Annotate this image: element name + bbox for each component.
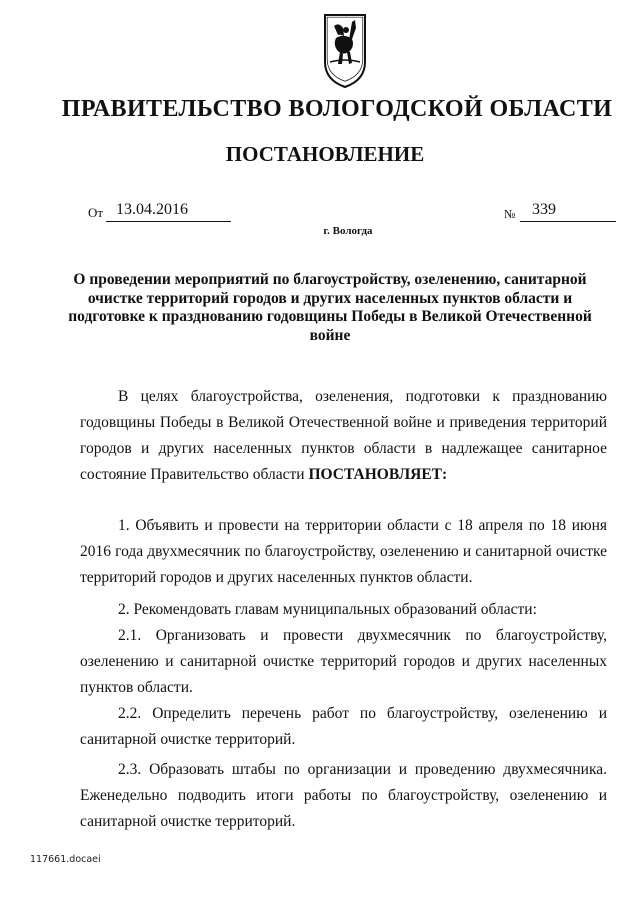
intro-paragraph — [80, 384, 607, 488]
vologda-coat-of-arms-icon — [322, 12, 368, 90]
document-subject: О проведении мероприятий по благоустройству, озеленению, санитарной очистке территорий городов и других населенных пунктов области и подготовке к празднованию годовщины Победы в Великой Отечественной войне — [68, 271, 592, 344]
document-date: 13.04.2016 — [106, 201, 231, 222]
paragraph-2-3: 2.3. Образовать штабы по организации и проведению двухмесячника. Еженедельно подводить итоги работы по благоустройству, озеленению и санитарной очистке территорий. — [80, 761, 607, 830]
footer-filename: 117661.docaei — [30, 854, 101, 865]
date-label: От — [88, 205, 104, 220]
intro-emphasis: ПОСТАНОВЛЯЕТ: — [308, 466, 448, 483]
paragraph-2-1: 2.1. Организовать и провести двухмесячник по благоустройству, озеленению и санитарной очистке территорий городов и других населенных пунктов области. — [80, 627, 607, 696]
paragraph-1: 1. Объявить и провести на территории области с 18 апреля по 18 июня 2016 года двухмесячник по благоустройству, озеленению и санитарной очистке территорий городов и других населенных пунктов области. — [80, 517, 607, 586]
number-label: № — [504, 207, 516, 221]
paragraph-2: 2. Рекомендовать главам муниципальных образований области: — [118, 601, 537, 618]
document-type: ПОСТАНОВЛЕНИЕ — [225, 142, 425, 166]
city-name: г. Вологда — [323, 225, 373, 237]
intro-text: В целях благоустройства, озеленения, подготовки к празднованию годовщины Победы в Великой Отечественной войне и приведения территорий городов и других населенных пунктов области в надлежащее санитарное состояние Правительство области — [80, 388, 607, 483]
organization-title: ПРАВИТЕЛЬСТВО ВОЛОГОДСКОЙ ОБЛАСТИ — [61, 96, 613, 122]
document-number: 339 — [520, 201, 616, 222]
paragraph-2-2: 2.2. Определить перечень работ по благоустройству, озеленению и санитарной очистке территорий. — [80, 705, 607, 748]
